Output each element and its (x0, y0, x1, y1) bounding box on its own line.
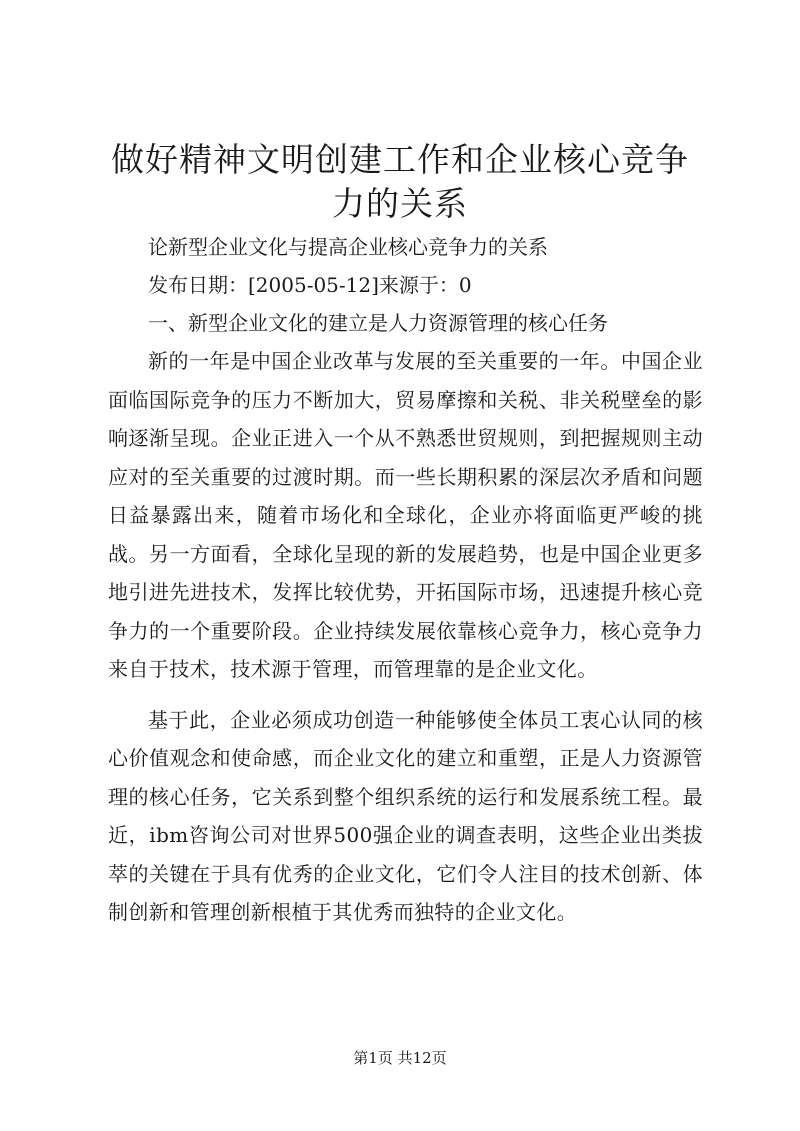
paragraph-2: 基于此，企业必须成功创造一种能够使全体员工衷心认同的核心价值观念和使命感，而企业文化的建立和重塑，正是人力资源管理的核心任务，它关系到整个组织系统的运行和发展系统工程。最近，ibm咨询公司对世界500强企业的调查表明，这些企业出类拔萃的关键在于具有优秀的企业文化，它们令人注目的技术创新、体制创新和管理创新根植于其优秀而独特的企业文化。 (108, 707, 703, 924)
section-heading: 一、新型企业文化的建立是人力资源管理的核心任务 (148, 311, 608, 335)
paragraph-spacer (108, 689, 703, 701)
document-subtitle: 论新型企业文化与提高企业核心竞争力的关系 (148, 235, 548, 259)
page-footer: 第1页 共12页 (353, 1049, 447, 1067)
paragraph-1: 新的一年是中国企业改革与发展的至关重要的一年。中国企业面临国际竞争的压力不断加大，贸易摩擦和关税、非关税壁垒的影响逐渐呈现。企业正进入一个从不熟悉世贸规则，到把握规则主动应对的至关重要的过渡时期。而一些长期积累的深层次矛盾和问题日益暴露出来，随着市场化和全球化，企业亦将面临更严峻的挑战。另一方面看，全球化呈现的新的发展趋势，也是中国企业更多地引进先进技术，发挥比较优势，开拓国际市场，迅速提升核心竞争力的一个重要阶段。企业持续发展依靠核心竞争力，核心竞争力来自于技术，技术源于管理，而管理靠的是企业文化。 (108, 349, 703, 681)
publish-info: 发布日期：[2005-05-12]来源于：0 (148, 273, 472, 297)
document-body (108, 228, 703, 932)
document-title: 做好精神文明创建工作和企业核心竞争力的关系 (111, 140, 689, 223)
